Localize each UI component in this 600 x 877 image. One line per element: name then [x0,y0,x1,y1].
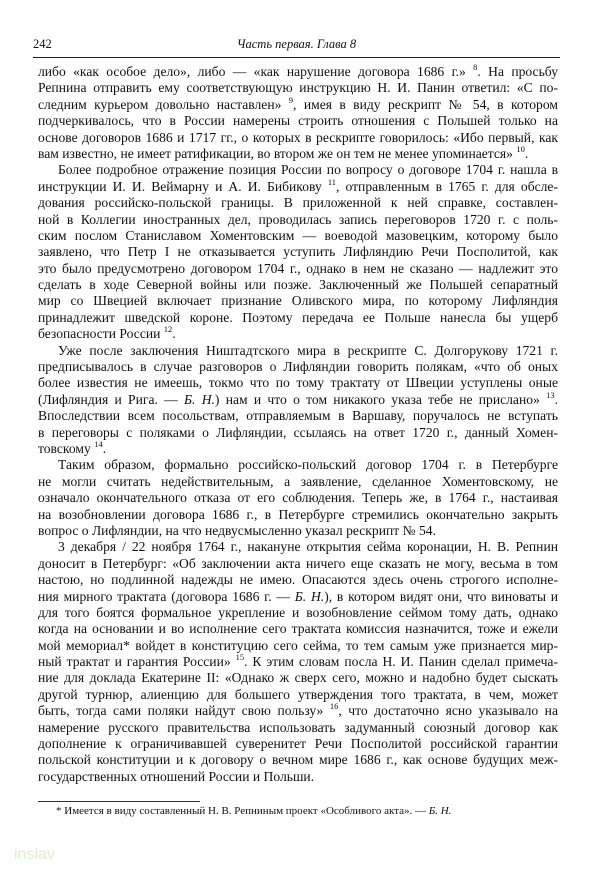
text-line [38,244,558,260]
text-segment: предписывалось в случае разговоров о Лифляндии говорить полякам, «что об оных [38,359,558,375]
text-line [38,195,558,211]
footnote-text: * Имеется в виду составленный Н. В. Репниным проект «Особливого акта». — [56,805,429,817]
text-segment: . [172,326,176,342]
text-line [38,261,558,277]
text-segment: безопасности России [38,326,164,342]
text-segment: сделать в ходе Северной войны или позже. Заключенный же Польшей сепаратный [38,277,558,293]
text-line [38,654,558,670]
paragraph [38,539,558,785]
text-line [38,457,558,473]
running-header [33,37,560,57]
footnote-reference: 16 [329,701,339,712]
text-segment: . [554,391,559,407]
text-segment: . К этим словам посла Н. И. Панин сделал примеча- [244,654,558,670]
paragraph [38,64,558,162]
text-line [38,162,558,178]
text-line [38,736,558,752]
text-segment: когда на основании и во исполнение сего трактата комиссия назначится, тоже и ежели [38,621,558,637]
text-segment: Таким образом, формально российско-польский договор 1704 г. в Петербурге [58,457,558,473]
footnote-reference: 14 [94,438,103,449]
text-segment: государственных отношений России и Польши. [38,768,315,784]
text-line [38,64,558,80]
text-line [38,359,558,375]
paragraph [38,162,558,342]
text-segment: ние для доклада Екатерине II: «Однако ж сверх сего, можно и надобно будет сыскать [38,670,558,686]
text-segment: подчеркивалось, что в России намерены строить отношения с Польшей только на [38,113,558,129]
text-segment: Репнина отправить ему соответствующую инструкцию Н. И. Панин ответил: «С по- [38,80,558,96]
body-text [38,64,558,785]
text-line [38,490,558,506]
header-rule [33,57,560,58]
italic-initials: Б. Н. [294,588,325,604]
text-line [38,80,558,96]
text-segment: дополнение к ограничивавшей суверенитет Речи Посполитой российской гарантии [38,736,558,752]
text-line [38,389,559,408]
text-line [38,228,558,244]
footnote-reference: 10 [516,143,525,154]
footnote-reference: 8 [473,62,478,72]
text-segment: ный трактат и гарантия России» [38,654,236,670]
text-line [38,638,558,654]
footnote-rule [38,801,200,802]
text-line [38,507,558,523]
text-line [38,438,558,457]
text-line [38,212,558,228]
text-segment: ной в Коллегии иностранных дел, проводилась запись переговоров 1720 г. с поль- [38,211,558,227]
text-segment: заявлено, что Петр I не отказывается уступить Лифляндию Речи Посполитой, как [38,244,558,260]
text-segment: товскому [38,440,95,456]
text-segment: не могли считать недействительным, а заявление, сделанное Хоментовскому, не [38,473,558,489]
text-line [38,113,558,129]
text-segment: мой мемориал* войдет в конституцию сего сейма, то тем самым уже признается мир- [38,637,558,653]
text-segment: на возобновлении договора 1686 г., в Петербурге стремились окончательно закрыть [38,506,558,522]
text-segment: Более подробное отражение позиция России по вопросу о договоре 1704 г. нашла в [58,162,558,178]
text-line [38,94,558,113]
text-segment: Впоследствии всем посольствам, отправляемым в Варшаву, поручалось не вступать [38,408,558,424]
text-line [38,326,558,342]
text-segment: мир со Швецией включает признание Оливского мира, по которому Лифляндия [38,293,558,309]
text-line [38,703,558,719]
text-line [38,375,558,391]
text-segment: доносит в Петербург: «Об заключении акта ничего еще сказать не могу, весьма в том [38,555,558,571]
text-segment: Уже после заключения Ништадтского мира в рескрипте С. Долгорукову 1721 г. [58,342,558,358]
text-line [38,589,558,605]
text-segment: вам известно, не имеет ратификации, во втором же он тем не менее упоминается» [38,145,517,161]
text-line [38,425,558,441]
text-segment: , что достаточно ясно указывало на [338,703,558,719]
text-segment: ) нам и что о том никакого указа тебе не прислано» [214,391,547,407]
text-segment: (Лифляндия и Рига. — [38,391,185,407]
text-line [38,572,558,588]
text-segment: следним курьером довольно наставлен» [38,96,289,112]
text-line [38,556,558,572]
text-segment: ским послом Станиславом Хоментовским — воеводой мазовецким, которому было [38,227,558,243]
text-segment: принадлежит шведской короне. Поэтому передача ее Польше нанесла бы ущерб [38,309,558,325]
text-segment: означало окончательного отказа от его соблюдения. Теперь же, в 1764 г., настаивая [38,490,558,506]
footnote-reference: 13 [546,389,555,400]
text-segment: . [524,145,529,161]
text-line [38,310,558,326]
text-segment: ), в котором видят они, что виноваты и [324,588,559,604]
text-line [38,720,558,736]
text-segment: . [102,440,107,456]
text-segment: для того боятся формальное укрепление и возобновление сеймом тому дать, однако [38,604,558,620]
text-segment: польской конституции и к договору о вечном мире 1686 г., как основе будущих меж- [38,752,558,768]
text-line [38,523,558,539]
text-line [38,474,558,490]
text-segment: основе договоров 1686 и 1717 гг., о которых в рескрипте говорилось: «Ибо первый, как [38,129,558,145]
text-line [38,343,558,359]
text-line [38,277,558,293]
text-segment: дования российско-польской границы. В приложенной к ней справке, составлен- [38,195,558,211]
text-line [38,143,558,162]
text-line [38,687,558,703]
text-segment: намерение русского правительства использовать задуманный союзный договор как [38,719,558,735]
text-segment: , отправленным в 1765 г. для обсле- [336,178,558,194]
footnote-reference: 11 [327,176,337,187]
text-segment: , имея в виду рескрипт № 54, в котором [293,96,558,112]
text-line [38,769,558,785]
watermark: inslav [14,846,55,863]
text-line [38,539,558,555]
text-line [38,176,558,195]
text-line [38,605,558,621]
text-line [38,621,558,637]
text-segment: в переговоры с поляками о Лифляндии, ссылаясь на ответ 1720 г., данный Хомен- [38,424,558,440]
text-line [38,130,558,146]
text-line [38,752,558,768]
footnote-reference: 12 [163,324,173,335]
page-number: 242 [33,37,52,51]
text-segment: 3 декабря / 22 ноября 1764 г., накануне открытия сейма коронации, Н. В. Репнин [58,539,558,555]
paragraph [38,457,558,539]
text-line [38,408,558,424]
text-segment: вопрос о Лифляндии, на что недвусмысленно указал рескрипт № 54. [38,522,436,538]
footnote [56,805,451,817]
italic-initials: Б. Н. [184,391,215,407]
text-segment: это было предусмотрено договором 1704 г., однако в нем не сказано — надлежит это [38,260,558,276]
paragraph [38,343,558,458]
running-title: Часть первая. Глава 8 [236,37,357,51]
text-segment: ния мирного трактата (договора 1686 г. — [38,588,295,604]
text-segment: быть, тогда сами поляки найдут свою пользу» [38,703,330,719]
text-segment: инструкции И. И. Веймарну и А. И. Бибикову [38,178,328,194]
footnote-author: Б. Н. [428,805,452,817]
text-segment: либо «как особое дело», либо — «как нарушение договора 1686 г.» [38,64,474,79]
text-segment: настою, но подлинной надежды не имею. Опасаются здесь очень строгого исполне- [38,572,558,588]
text-segment: другой турнюр, алиенцию для большего утверждения того трактата, в чем, может [38,686,558,702]
footnote-reference: 15 [235,652,245,663]
footnote-reference: 9 [288,94,294,105]
text-line [38,670,558,686]
text-line [38,293,558,309]
text-segment: более известия не имеешь, токмо что по тому трактату от Швеции уступлены оные [38,375,558,391]
text-segment: . На просьбу [477,64,558,79]
